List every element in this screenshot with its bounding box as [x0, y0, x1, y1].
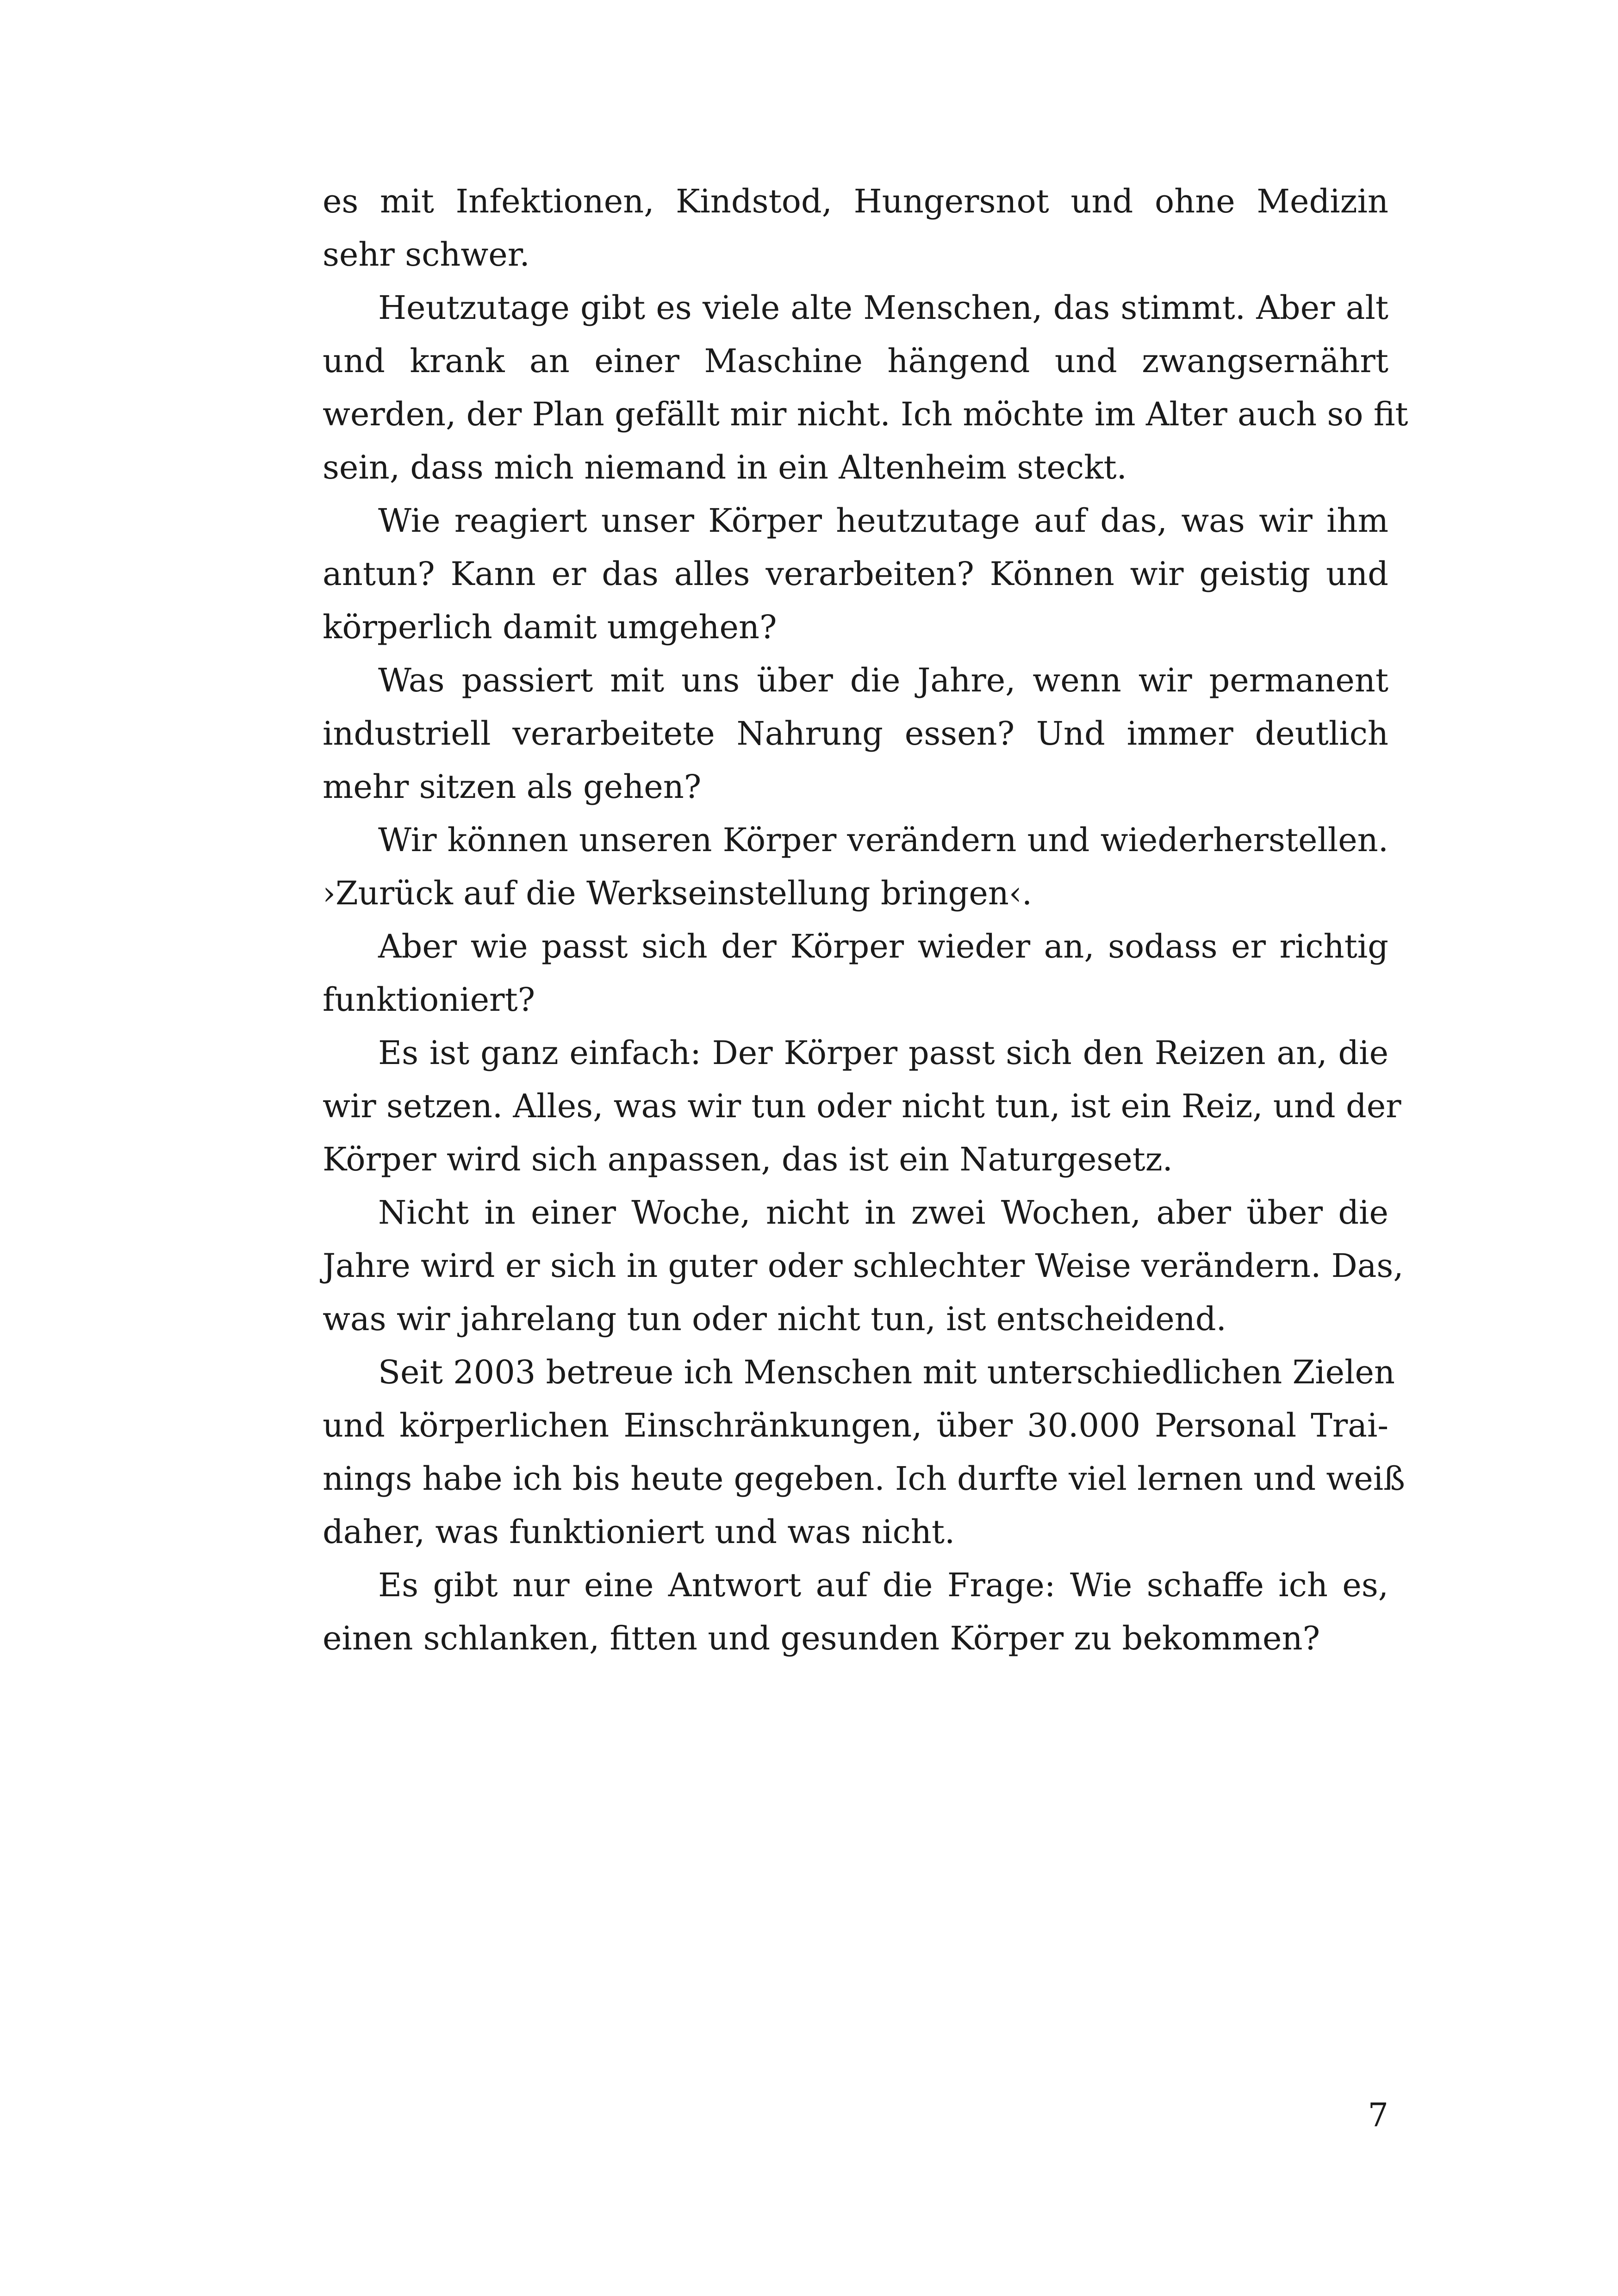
- text-line: Wir können unseren Körper verändern und wiederherstellen.: [378, 821, 1388, 859]
- text-line: ›Zurück auf die Werkseinstellung bringen‹.: [323, 874, 1033, 912]
- paragraph: [323, 1027, 1401, 1186]
- paragraph: [323, 281, 1408, 494]
- text-line: sein, dass mich niemand in ein Altenheim steckt.: [323, 448, 1127, 486]
- paragraph: [323, 814, 1388, 920]
- text-line: es mit Infektionen, Kindstod, Hungersnot und ohne Medizin: [323, 182, 1388, 220]
- text-line: werden, der Plan gefällt mir nicht. Ich möchte im Alter auch so fit: [323, 395, 1408, 433]
- text-line: Jahre wird er sich in guter oder schlechter Weise verändern. Das,: [323, 1247, 1404, 1285]
- text-line: Was passiert mit uns über die Jahre, wenn wir permanent: [378, 661, 1388, 699]
- text-line: Seit 2003 betreue ich Menschen mit unterschiedlichen Zielen: [378, 1353, 1395, 1391]
- text-line: Aber wie passt sich der Körper wieder an, sodass er richtig: [378, 927, 1388, 965]
- text-line: funktioniert?: [323, 981, 535, 1019]
- text-line: und körperlichen Einschränkungen, über 30.000 Personal Trai-: [323, 1406, 1388, 1444]
- text-line: antun? Kann er das alles verarbeiten? Können wir geistig und: [323, 555, 1388, 593]
- text-line: wir setzen. Alles, was wir tun oder nicht tun, ist ein Reiz, und der: [323, 1087, 1401, 1125]
- text-line: mehr sitzen als gehen?: [323, 768, 702, 806]
- text-line: und krank an einer Maschine hängend und zwangsernährt: [323, 342, 1388, 380]
- text-line: nings habe ich bis heute gegeben. Ich durfte viel lernen und weiß: [323, 1460, 1405, 1498]
- text-line: sehr schwer.: [323, 236, 530, 274]
- text-line: Körper wird sich anpassen, das ist ein Naturgesetz.: [323, 1140, 1173, 1178]
- paragraph: [323, 920, 1388, 1027]
- text-line: daher, was funktioniert und was nicht.: [323, 1513, 955, 1551]
- text-line: industriell verarbeitete Nahrung essen? Und immer deutlich: [323, 715, 1388, 753]
- paragraph: [323, 1186, 1404, 1346]
- text-line: Wie reagiert unser Körper heutzutage auf das, was wir ihm: [378, 502, 1388, 540]
- page-number: 7: [1368, 2096, 1388, 2134]
- paragraph: [323, 1346, 1405, 1559]
- text-line: Heutzutage gibt es viele alte Menschen, das stimmt. Aber alt: [378, 289, 1388, 327]
- paragraph: [323, 175, 1388, 281]
- text-line: Es gibt nur eine Antwort auf die Frage: Wie schaffe ich es,: [378, 1566, 1388, 1604]
- text-line: Es ist ganz einfach: Der Körper passt sich den Reizen an, die: [378, 1034, 1388, 1072]
- text-line: was wir jahrelang tun oder nicht tun, ist entscheidend.: [323, 1300, 1226, 1338]
- paragraph: [323, 654, 1388, 814]
- paragraph: [323, 494, 1388, 654]
- text-line: einen schlanken, fitten und gesunden Körper zu bekommen?: [323, 1619, 1320, 1657]
- body-text: [323, 175, 1408, 1665]
- text-line: körperlich damit umgehen?: [323, 608, 777, 646]
- text-line: Nicht in einer Woche, nicht in zwei Wochen, aber über die: [378, 1194, 1388, 1232]
- paragraph: [323, 1559, 1388, 1665]
